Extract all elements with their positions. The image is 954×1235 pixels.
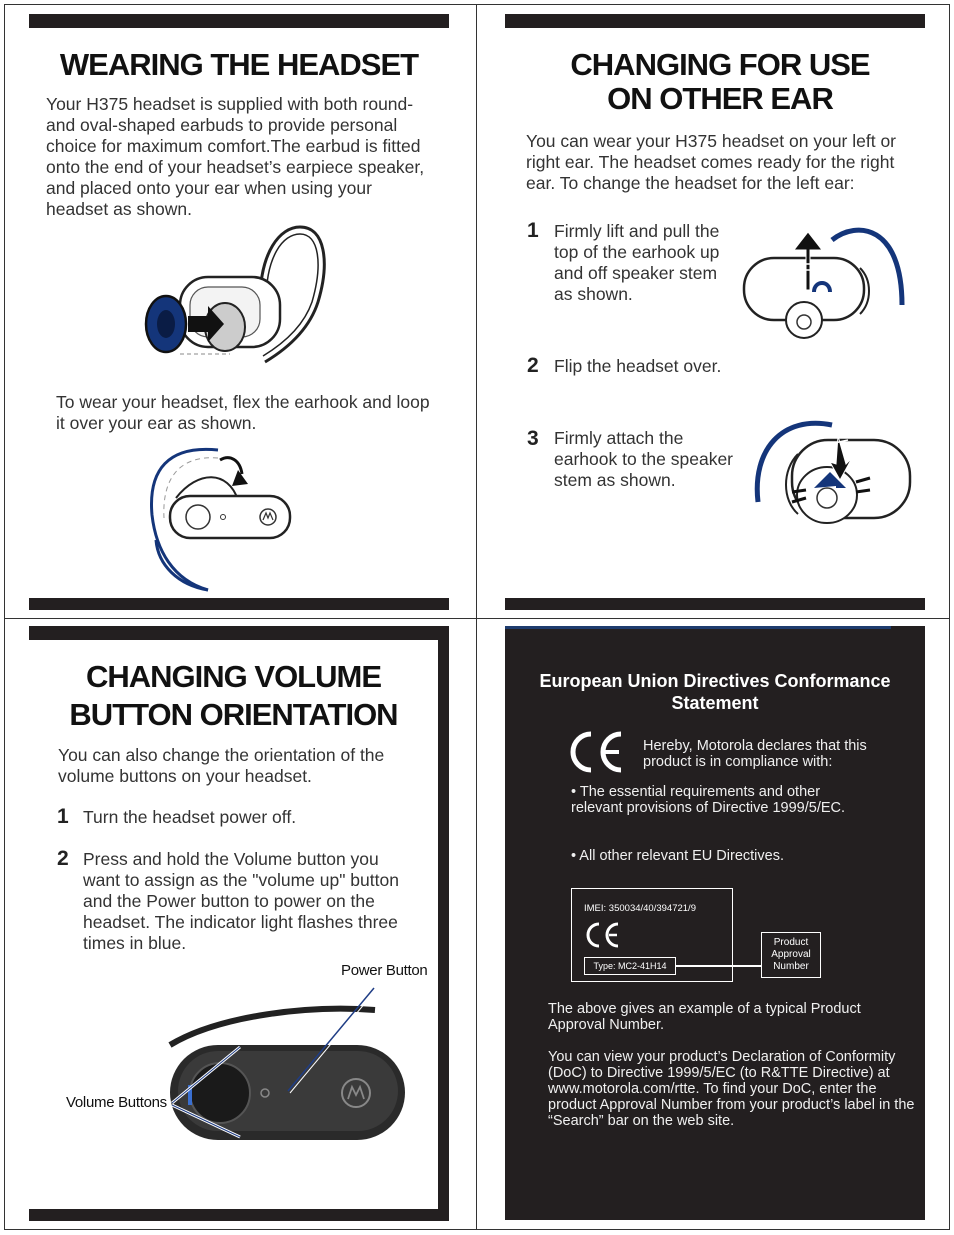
earbud-illustration [140,222,340,382]
other-ear-step1-text: Firmly lift and pull the top of the earhook up and off speaker stem as shown. [554,221,720,304]
bottom-bar-left [29,598,449,610]
wearing-title: WEARING THE HEADSET [59,47,419,82]
other-ear-step3-text: Firmly attach the earhook to the speaker stem as shown. [554,428,734,490]
other-ear-step1-number: 1 [527,219,539,242]
approval-connector-line [675,965,761,967]
other-ear-panel [505,48,935,116]
volume-step2-number: 2 [57,847,69,870]
top-bar-right [505,14,925,28]
eu-declare-text: Hereby, Motorola declares that this product is in compliance with: [643,738,867,770]
section-bar-volume [29,626,449,640]
volume-step2-text: Press and hold the Volume button you want to assign as the "volume up" button and the Power button to power on the headset. The indicator light flashes three times in blue. [83,849,399,953]
headset-photo-illustration [160,985,410,1155]
wearing-para1: Your H375 headset is supplied with both round-and oval-shaped earbuds to provide personal choice for maximum comfort.The earbud is fitted onto the end of your headset’s earpiece speaker, and placed onto your ear when using your headset as shown. [46,94,425,219]
volume-title-line1: CHANGING VOLUME [86,659,381,694]
attach-earhook-illustration [752,410,917,535]
eu-para-2: You can view your product’s Declaration of Conformity (DoC) to Directive 1999/5/EC (to R&TTE Directive) at www.motorola.com/rtte. To find your DoC, enter the product Approval Number from your product’s label in the “Search” bar on the web site. [548,1049,915,1129]
label-example-box [571,888,733,982]
imei-text: IMEI: 350034/40/394721/9 [584,903,696,914]
eu-para-1: The above gives an example of a typical Product Approval Number. [548,1001,861,1033]
row-divider [4,618,950,619]
bottom-bar-right [505,598,925,610]
volume-panel [29,658,438,734]
product-approval-number-box: Product Approval Number [761,932,821,978]
volume-title-line2: BUTTON ORIENTATION [69,697,398,732]
eu-bullet-1: • The essential requirements and other relevant provisions of Directive 1999/5/EC. [571,784,846,816]
other-ear-step3-number: 3 [527,427,539,450]
top-bar-left [29,14,449,28]
side-bar-volume [438,626,449,1220]
eu-accent-bar [505,626,891,629]
remove-earhook-illustration [742,220,907,345]
other-ear-title-line1: CHANGING FOR USE [570,47,870,82]
eu-conformance-panel [505,626,925,1220]
column-divider [476,4,477,1230]
ce-mark-small-icon [584,921,624,949]
eu-title: European Union Directives Conformance Statement [539,671,891,713]
other-ear-step2-text: Flip the headset over. [554,356,722,376]
eu-bullet-2: • All other relevant EU Directives. [571,848,784,864]
other-ear-title-line2: ON OTHER EAR [607,81,833,116]
wearing-panel [29,48,449,82]
other-ear-intro: You can wear your H375 headset on your left or right ear. The headset comes ready for the right ear. To change the headset for the left ear: [526,131,897,193]
volume-buttons-label: Volume Buttons [66,1094,167,1111]
wearing-para2: To wear your headset, flex the earhook and loop it over your ear as shown. [56,392,430,433]
ce-mark-icon [567,730,627,774]
other-ear-step2-number: 2 [527,354,539,377]
wearing-ear-illustration [148,440,298,595]
bottom-bar-volume [29,1209,449,1221]
volume-step1-text: Turn the headset power off. [83,807,297,827]
power-button-label: Power Button [341,962,428,979]
type-number-box: Type: MC2-41H14 [584,957,676,975]
volume-step1-number: 1 [57,805,69,828]
volume-intro: You can also change the orientation of the volume buttons on your headset. [58,745,385,786]
